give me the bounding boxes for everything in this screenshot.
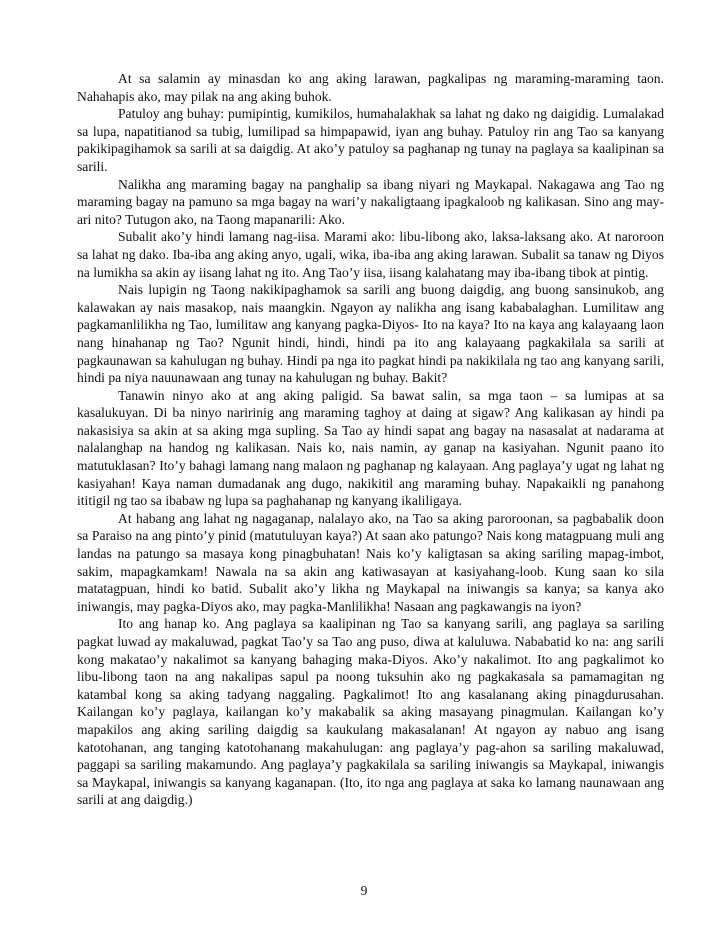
page-number: 9: [360, 883, 368, 898]
body-text: [77, 70, 664, 809]
paragraph: Nalikha ang maraming bagay na panghalip sa ibang niyari ng Maykapal. Nakagawa ang Tao ng maraming bagay na pamuno sa mga bagay na wari’y nakaligtaang ipagkaloob ng kalikasan. Sino ang may-ari nito? Tutugon ako, na Taong mapanarili: Ako.: [77, 176, 664, 227]
paragraph: Tanawin ninyo ako at ang aking paligid. Sa bawat salin, sa mga taon – sa lumipas at sa kasalukuyan. Di ba ninyo naririnig ang maraming taghoy at daing at sigaw? Ang kalikasan ay hindi pa nakasisiya sa akin at sa aking mga supling. Sa Tao ay hindi sapat ang bagay na nasasalat at nadarama at nalalanghap na handog ng kalikasan. Nais ko, nais namin, ay ganap na kasiyahan. Ngunit paano ito matutuklasan? Ito’y bahagi lamang nang malaon ng paghanap ng kalayaan. Ang paglaya’y ugat ng lahat ng kasiyahan! Kaya naman dumadanak ang dugo, nakikitil ang maraming buhay. Napakaikli ng panahong ititigil ng tao sa ibabaw ng lupa sa paghahanap ng kanyang ikaliligaya.: [77, 387, 664, 509]
paragraph: At sa salamin ay minasdan ko ang aking larawan, pagkalipas ng maraming-maraming taon. Nahahapis ako, may pilak na ang aking buhok.: [77, 71, 664, 104]
paragraph: Subalit ako’y hindi lamang nag-iisa. Marami ako: libu-libong ako, laksa-laksang ako. At naroroon sa lahat ng dako. Iba-iba ang aking anyo, ugali, wika, iba-iba ang aking larawan. Subalit sa tanaw ng Diyos na lumikha sa akin ay iisang lahat ng ito. Ang Tao’y iisa, iisang kalahatang may iba-ibang tibok at pintig.: [77, 229, 664, 280]
paragraph: Nais lupigin ng Taong nakikipaghamok sa sarili ang buong daigdig, ang buong sansinukob, ang kalawakan ay nais masakop, nais maangkin. Ngayon ay nalikha ang isang kababalaghan. Lumilitaw ang pagkamanlilikha ng Tao, lumilitaw ang kanyang pagka-Diyos- Ito na kaya? Ito na kaya ang kalayaang laon nang hinahanap ng Tao? Ngunit hindi, hindi, hindi pa ito ang kalayaang pagkakilala sa sarili at pagkaunawan sa kahulugan ng buhay. Hindi pa nga ito pagkat hindi pa nakikilala ng tao ang kanyang sarili, hindi pa niya nauunawaan ang tunay na kahulugan ng buhay. Bakit?: [77, 282, 664, 386]
paragraph: Ito ang hanap ko. Ang paglaya sa kaalipinan ng Tao sa kanyang sarili, ang paglaya sa sariling pagkat luwad ay makaluwad, pagkat Tao’y sa Tao ang puso, diwa at kaluluwa. Nababatid ko na: ang sarili kong makatao’y nakalimot sa kanyang bahaging maka-Diyos. Ako’y nakalimot. Ito ang pagkalimot ko libu-libong taon na ang nakalipas sapul pa noong tuksuhin ako ng pagkakasala sa pamamagitan ng katambal kong sa aking tadyang naggaling. Pagkalimot! Ito ang kasalanang aking pinagdurusahan. Kailangan ko’y paglaya, kailangan ko’y makabalik sa aking masayang pinagmulan. Kailangan ko’y mapakilos ang aking sariling daigdig sa kaukulang makasalanan! At ngayon ay nabuo ang isang katotohanan, ang tanging katotohanang makahulugan: ang paglaya’y pag-ahon sa sariling makaluwad, paggapi sa sariling makamundo. Ang paglaya’y pagkakilala sa sariling iniwangis sa Maykapal, iniwangis sa Maykapal, iniwangis sa kanyang kaganapan. (Ito, ito nga ang paglaya at saka ko lamang naunawaan ang sarili at ang daigdig.): [77, 616, 664, 808]
paragraph: Patuloy ang buhay: pumipintig, kumikilos, humahalakhak sa lahat ng dako ng daigidig. Lumalakad sa lupa, napatitianod sa tubig, lumilipad sa himpapawid, iyan ang buhay. Patuloy rin ang Tao sa kanyang pakikipagihamok sa sarili at sa daigdig. At ako’y patuloy sa paghanap ng tunay na paglaya sa kaalipinan sa sarili.: [77, 106, 664, 174]
paragraph: At habang ang lahat ng nagaganap, nalalayo ako, na Tao sa aking paroroonan, sa pagbabalik doon sa Paraiso na ang pinto’y pinid (matutuluyan kaya?) At saan ako patungo? Nais kong matagpuang muli ang landas na patungo sa masaya kong pinagbuhatan! Nais ko’y kaligtasan sa aking sariling mapag-imbot, sakim, mapagkamkam! Nawala na sa akin ang katiwasayan at kasiyahang-loob. Kung saan ko sila matatagpuan, hindi ko batid. Subalit ako’y likha ng Maykapal na iniwangis sa kanya; sa kanya ako iniwangis, may pagka-Diyos ako, may pagka-Manlilikha! Nasaan ang pagkawangis na iyon?: [77, 510, 664, 614]
